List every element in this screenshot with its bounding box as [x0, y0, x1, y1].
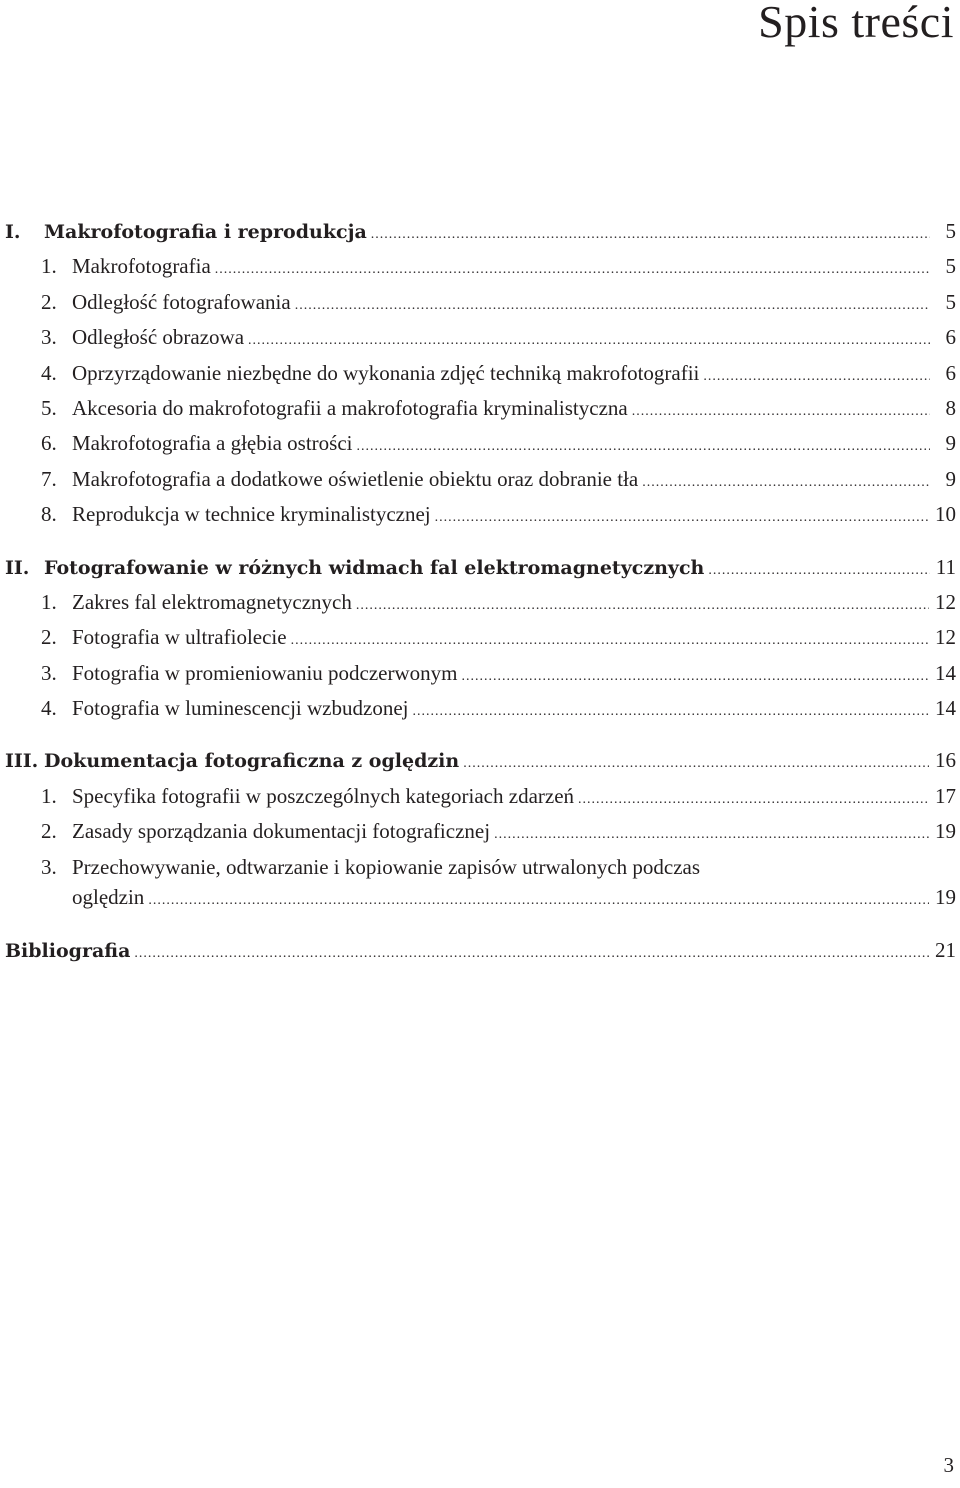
entry-page: 12 [935, 625, 956, 650]
entry-title: Fotografia w promieniowaniu podczerwonym [72, 660, 458, 685]
toc-entry[interactable] [0, 361, 956, 396]
entry-number: 7. [41, 466, 57, 491]
entry-page: 6 [945, 325, 956, 350]
entry-title: Odległość obrazowa [72, 325, 245, 350]
entry-page: 9 [945, 466, 956, 491]
dot-leader [148, 893, 929, 909]
entry-page: 9 [945, 431, 956, 456]
toc-entry[interactable] [0, 431, 956, 466]
chapter-number: III. [5, 750, 39, 773]
entry-page: 14 [935, 696, 956, 721]
dot-leader [215, 262, 930, 278]
chapter-page: 5 [945, 219, 956, 243]
entry-number: 4. [41, 696, 57, 721]
entry-title: Fotografia w luminescencji wzbudzonej [72, 696, 409, 721]
dot-leader [462, 669, 930, 685]
toc-entry[interactable] [0, 625, 956, 660]
entry-title: Zakres fal elektromagnetycznych [72, 589, 352, 614]
entry-title: Odległość fotografowania [72, 289, 291, 314]
entry-page: 5 [945, 254, 956, 279]
entry-number: 3. [41, 325, 57, 350]
dot-leader [642, 475, 930, 491]
entry-title: Fotografia w ultrafiolecie [72, 625, 287, 650]
entry-title: Zasady sporządzania dokumentacji fotograficznej [72, 819, 491, 844]
entry-title: Makrofotografia a dodatkowe oświetlenie obiektu oraz dobranie tła [72, 466, 639, 491]
toc-entry[interactable] [0, 696, 956, 731]
toc-entry-continuation[interactable] [0, 885, 956, 921]
dot-leader [578, 792, 929, 808]
chapter-page: 11 [935, 554, 956, 579]
page-title: Spis treści [758, 0, 954, 47]
entry-number: 3. [41, 854, 57, 879]
dot-leader [371, 227, 930, 243]
dot-leader [412, 704, 929, 720]
dot-leader [295, 298, 930, 314]
entry-page: 12 [935, 589, 956, 614]
entry-number: 5. [41, 395, 57, 420]
section-spacer [0, 538, 956, 555]
entry-number: 1. [41, 589, 57, 614]
dot-leader [291, 633, 929, 649]
dot-leader [435, 510, 929, 526]
toc-entry[interactable] [0, 855, 956, 885]
entry-page: 8 [945, 395, 956, 420]
entry-title: Akcesoria do makrofotografii a makrofotografia kryminalistyczna [72, 395, 628, 420]
entry-title: Makrofotografia a głębia ostrości [72, 431, 353, 456]
entry-page: 6 [945, 360, 956, 385]
chapter-number: I. [5, 221, 21, 243]
entry-title: Reprodukcja w technice kryminalistycznej [72, 502, 431, 527]
entry-number: 2. [41, 289, 57, 314]
table-of-contents [0, 219, 956, 973]
entry-number: 2. [41, 819, 57, 844]
dot-leader [632, 404, 930, 420]
chapter-title: Makrofotografia i reprodukcja [44, 221, 367, 243]
toc-entry[interactable] [0, 590, 956, 625]
toc-entry[interactable] [0, 784, 956, 819]
page-number: 3 [943, 1453, 954, 1477]
entry-number: 1. [41, 254, 57, 279]
entry-title: Makrofotografia [72, 254, 211, 279]
entry-number: 8. [41, 502, 57, 527]
entry-page: 10 [935, 502, 956, 527]
dot-leader [357, 439, 931, 455]
chapter-number: II. [5, 556, 30, 579]
entry-title: Przechowywanie, odtwarzanie i kopiowanie zapisów utrwalonych podczas [72, 854, 701, 879]
toc-entry[interactable] [0, 290, 956, 325]
toc-entry[interactable] [0, 396, 956, 431]
dot-leader [708, 563, 929, 579]
dot-leader [703, 369, 930, 385]
dot-leader [463, 756, 929, 772]
toc-entry[interactable] [0, 502, 956, 537]
dot-leader [356, 598, 929, 614]
dot-leader [248, 333, 930, 349]
section-spacer [0, 731, 956, 748]
entry-number: 3. [41, 660, 57, 685]
dot-leader [134, 946, 929, 962]
chapter-title: Fotografowanie w różnych widmach fal elektromagnetycznych [44, 556, 705, 579]
toc-entry[interactable] [0, 325, 956, 360]
chapter-title: Dokumentacja fotograficzna z oględzin [44, 750, 460, 773]
toc-chapter[interactable] [0, 555, 956, 590]
entry-title-continuation: oględzin [72, 884, 145, 909]
bibliography-title: Bibliografia [5, 939, 131, 962]
entry-page: 19 [935, 884, 956, 909]
toc-chapter[interactable] [0, 748, 956, 783]
entry-number: 6. [41, 431, 57, 456]
toc-entry[interactable] [0, 819, 956, 854]
entry-title: Oprzyrządowanie niezbędne do wykonania zdjęć techniką makrofotografii [72, 360, 700, 385]
entry-number: 2. [41, 625, 57, 650]
toc-entry[interactable] [0, 254, 956, 289]
dot-leader [494, 827, 929, 843]
toc-entry[interactable] [0, 467, 956, 502]
entry-page: 17 [935, 783, 956, 808]
entry-page: 5 [945, 289, 956, 314]
entry-number: 4. [41, 360, 57, 385]
toc-entry[interactable] [0, 661, 956, 696]
entry-page: 14 [935, 660, 956, 685]
bibliography-page: 21 [935, 937, 956, 962]
toc-bibliography[interactable] [0, 938, 956, 973]
toc-chapter[interactable] [0, 219, 956, 254]
section-spacer [0, 921, 956, 938]
entry-page: 19 [935, 819, 956, 844]
entry-title: Specyfika fotografii w poszczególnych kategoriach zdarzeń [72, 783, 575, 808]
entry-number: 1. [41, 783, 57, 808]
chapter-page: 16 [935, 748, 956, 773]
